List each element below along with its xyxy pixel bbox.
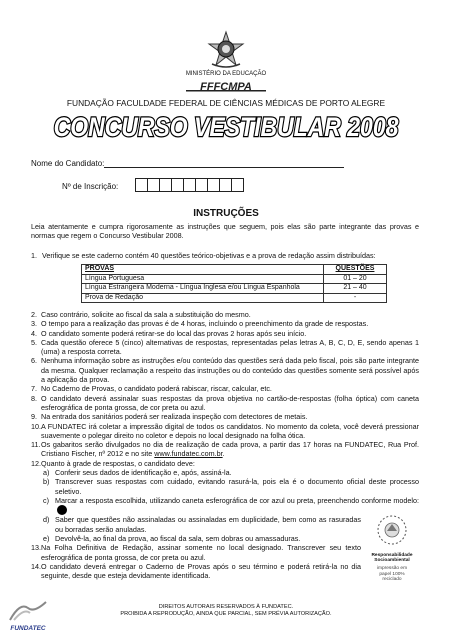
list-item: 5. Cada questão oferece 5 (cinco) alternativas de respostas, representadas pelas letras A, B, C, D, E, sendo apenas 1 (uma) a resposta correta. [31,337,419,357]
list-item: 9. Na entrada dos sanitários poderá ser realizada inspeção com detectores de metais. [31,412,308,422]
fcmpa-logo [186,80,266,93]
item-text: Verifique se este caderno contém 40 questões teórico-objetivas e a prova de redação assim distribuídas: [42,251,376,260]
list-item: 14. O candidato deverá entregar o Caderno de Provas após o seu término e poderá retirá-la no dia seguinte, desde que esteja devidamente identificada. [31,561,361,581]
fundatec-logo-text: FUNDATEC [10,625,46,632]
table-header-row [82,265,387,275]
coat-of-arms-icon [206,30,246,70]
table-row [82,293,387,303]
sub-item: a) Conferir seus dados de identificação e, após, assiná-la. [43,468,232,478]
exams-table [81,264,387,303]
table-header: QUESTÕES [324,265,387,275]
registration-label: Nº de Inscrição: [62,182,119,191]
list-item: 6. Nenhuma informação sobre as instruções e/ou conteúdo das questões será dada pelo fiscal, pois são parte integrante da mesma. Qualquer reclamação a respeito das instruções ou do conteúdo das questões somente será possível após a aplicação da prova. [31,356,419,385]
list-item: 8. O candidato deverá assinalar suas respostas da prova objetiva no cartão-de-respostas (folha óptica) com caneta esferográfica de ponta grossa, de cor preta ou azul. [31,393,419,412]
logo-text: FFFCMPA [200,81,252,93]
exam-title-text: CONCURSO VESTIBULAR 2008 [53,113,399,143]
list-item: 13. Na Folha Definitiva de Redação, assinar somente no local designado. Transcrever seu texto esferográfica de ponta grossa, de cor preta ou azul. [31,543,361,562]
instructions-heading: INSTRUÇÕES [193,208,259,219]
foundation-name: FUNDAÇÃO FACULDADE FEDERAL DE CIÊNCIAS MÉDICAS DE PORTO ALEGRE [66,98,386,108]
footer-line-1: DIREITOS AUTORAIS RESERVADOS À FUNDATEC. [158,604,294,610]
table-cell: 21 – 40 [324,284,387,294]
list-item: 11. Os gabaritos serão divulgados no dia de realização de cada prova, a partir das 17 horas na FUNDATEC, Rua Prof. Cristiano Fischer, nº 2012 e no site www.fundatec.com.br. [31,440,419,459]
table-header: PROVAS [82,265,324,275]
sub-item: e) Devolvê-la, ao final da prova, ao fiscal da sala, sem dobras ou amassaduras. [43,533,301,543]
list-item: 2. Caso contrário, solicite ao fiscal da sala a substituição do mesmo. [31,310,251,319]
instruction-item-1 [31,251,419,260]
table-cell: Língua Estrangeira Moderna - Língua Inglesa e/ou Língua Espanhola [82,284,324,294]
table-cell: - [324,293,387,303]
sub-item: b) Transcrever suas respostas com cuidado, evitando rasurá-la, pois ela é o documento oficial deste processo seletivo. [43,477,419,496]
table-cell: Prova de Redação [82,293,324,303]
list-item: 3. O tempo para a realização das provas é de 4 horas, incluindo o preenchimento da grade de respostas. [31,319,369,329]
footer-line-2: PROIBIDA A REPRODUÇÃO, AINDA QUE PARCIAL, SEM PRÉVIA AUTORIZAÇÃO. [120,611,332,617]
exam-title [53,112,399,143]
item-number: 1. [31,251,37,260]
list-item: 10. A FUNDATEC irá coletar a impressão digital de todos os candidatos. No momento da coleta, você deverá pressionar suavemente o polegar direito no coletor e depois no local designado na folha ótica. [31,421,419,440]
table-row [82,284,387,294]
fundatec-site-link[interactable]: www.fundatec.com.br [154,449,223,459]
candidate-name-field[interactable] [104,167,344,168]
list-item: 4. O candidato somente poderá retirar-se do local das provas 2 horas após seu início. [31,328,307,338]
list-item: 12. Quanto à grade de respostas, o candidato deve: [31,458,195,468]
footer-copyright [0,604,452,618]
instructions-intro: Leia atentamente e cumpra rigorosamente as instruções que seguem, pois elas são parte integrante das provas e normas que regem o Concurso Vestibular 2008. [31,222,419,241]
list-item: 7. No Caderno de Provas, o candidato poderá rabiscar, riscar, calcular, etc. [31,384,272,394]
recycle-seal-icon [368,512,416,552]
instructions-list [31,310,419,580]
filled-bubble-icon [57,505,67,515]
candidate-name-label: Nome do Candidato: [31,159,105,168]
registration-boxes[interactable] [136,178,244,192]
sub-item: c) Marcar a resposta escolhida, utilizando caneta esferográfica de cor azul ou preta, preenchendo conforme modelo: [31,496,419,515]
ministry-label: MINISTÉRIO DA EDUCAÇÃO [185,71,267,77]
registration-box[interactable] [231,178,244,192]
table-row [82,274,387,284]
seal-text: Responsabilidade Socioambiental [371,553,413,564]
sub-item: d) Saber que questões não assinaladas ou assinaladas em duplicidade, bem como as rasuradas ou borradas serão anuladas. [43,515,361,534]
seal-caption: impressão em papel 100% reciclado [376,566,408,583]
table-cell: Língua Portuguesa [82,274,324,284]
table-cell: 01 – 20 [324,274,387,284]
